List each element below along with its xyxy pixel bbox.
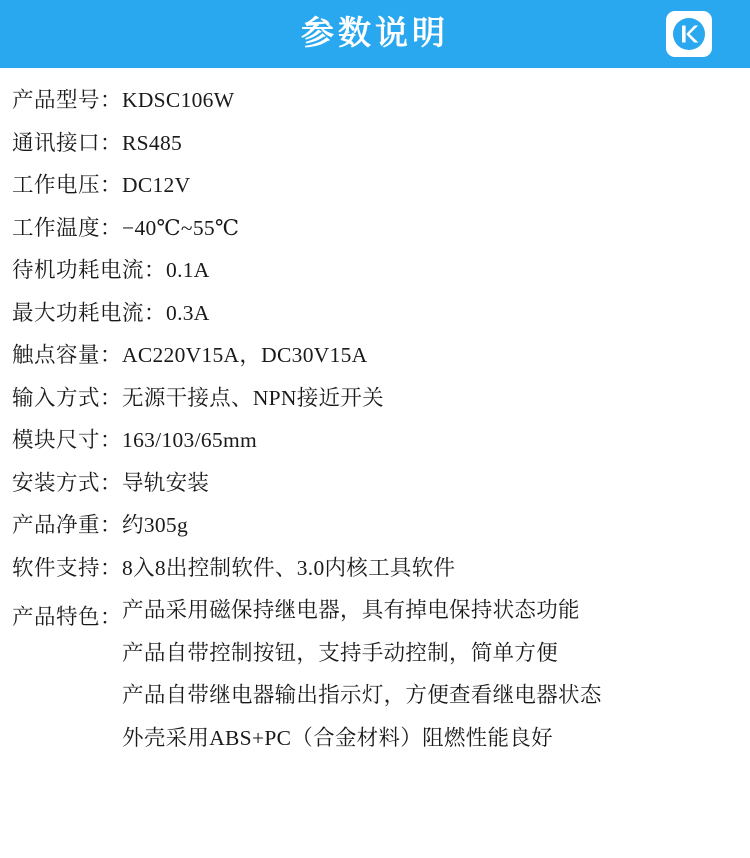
spec-row [12,300,750,325]
spec-label: 产品型号： [12,88,123,112]
spec-label: 最大功耗电流： [12,300,167,325]
spec-label: 待机功耗电流： [12,258,167,282]
spec-row [12,215,750,240]
spec-value: KDSC106W [122,88,235,112]
spec-value: 导轨安装 [122,470,210,495]
spec-value: −40℃~55℃ [122,215,240,240]
spec-label: 模块尺寸： [12,428,123,452]
spec-row [12,260,750,282]
page-title: 参数说明 [301,15,449,52]
spec-row [12,345,750,367]
spec-label: 产品净重： [12,513,123,537]
spec-value: 163/103/65mm [122,428,258,452]
spec-label: 安装方式： [12,470,123,495]
spec-row [12,555,750,580]
spec-row [12,90,750,112]
spec-row [12,175,750,197]
spec-row [12,470,750,495]
spec-label: 工作电压： [12,173,123,197]
spec-value: 0.1A [166,258,210,282]
feature-line: 产品自带控制按钮，支持手动控制，简单方便 [122,640,559,665]
product-features-row [12,600,750,749]
spec-label: 输入方式： [12,385,123,410]
spec-label: 软件支持： [12,555,123,580]
spec-row [12,130,750,155]
brand-logo [666,11,712,57]
product-features-list [122,600,602,749]
spec-value: DC12V [122,173,191,197]
spec-value: 0.3A [166,300,210,325]
spec-label: 工作温度： [12,215,123,240]
spec-row [12,430,750,452]
feature-line: 产品自带继电器输出指示灯，方便查看继电器状态 [122,683,602,707]
spec-label: 触点容量： [12,343,123,367]
spec-list [0,68,750,749]
spec-row [12,385,750,410]
spec-label: 通讯接口： [12,130,123,155]
spec-value: RS485 [122,130,183,155]
spec-label: 产品特色： [12,605,123,629]
spec-value: 无源干接点、NPN接近开关 [122,385,384,410]
spec-row [12,515,750,537]
spec-value: 约305g [122,513,189,537]
page-header [0,0,750,68]
spec-value: 8入8出控制软件、3.0内核工具软件 [122,555,456,580]
spec-value: AC220V15A，DC30V15A [122,343,368,367]
feature-line: 外壳采用ABS+PC（合金材料）阻燃性能良好 [122,725,553,750]
feature-line: 产品采用磁保持继电器，具有掉电保持状态功能 [122,598,580,622]
